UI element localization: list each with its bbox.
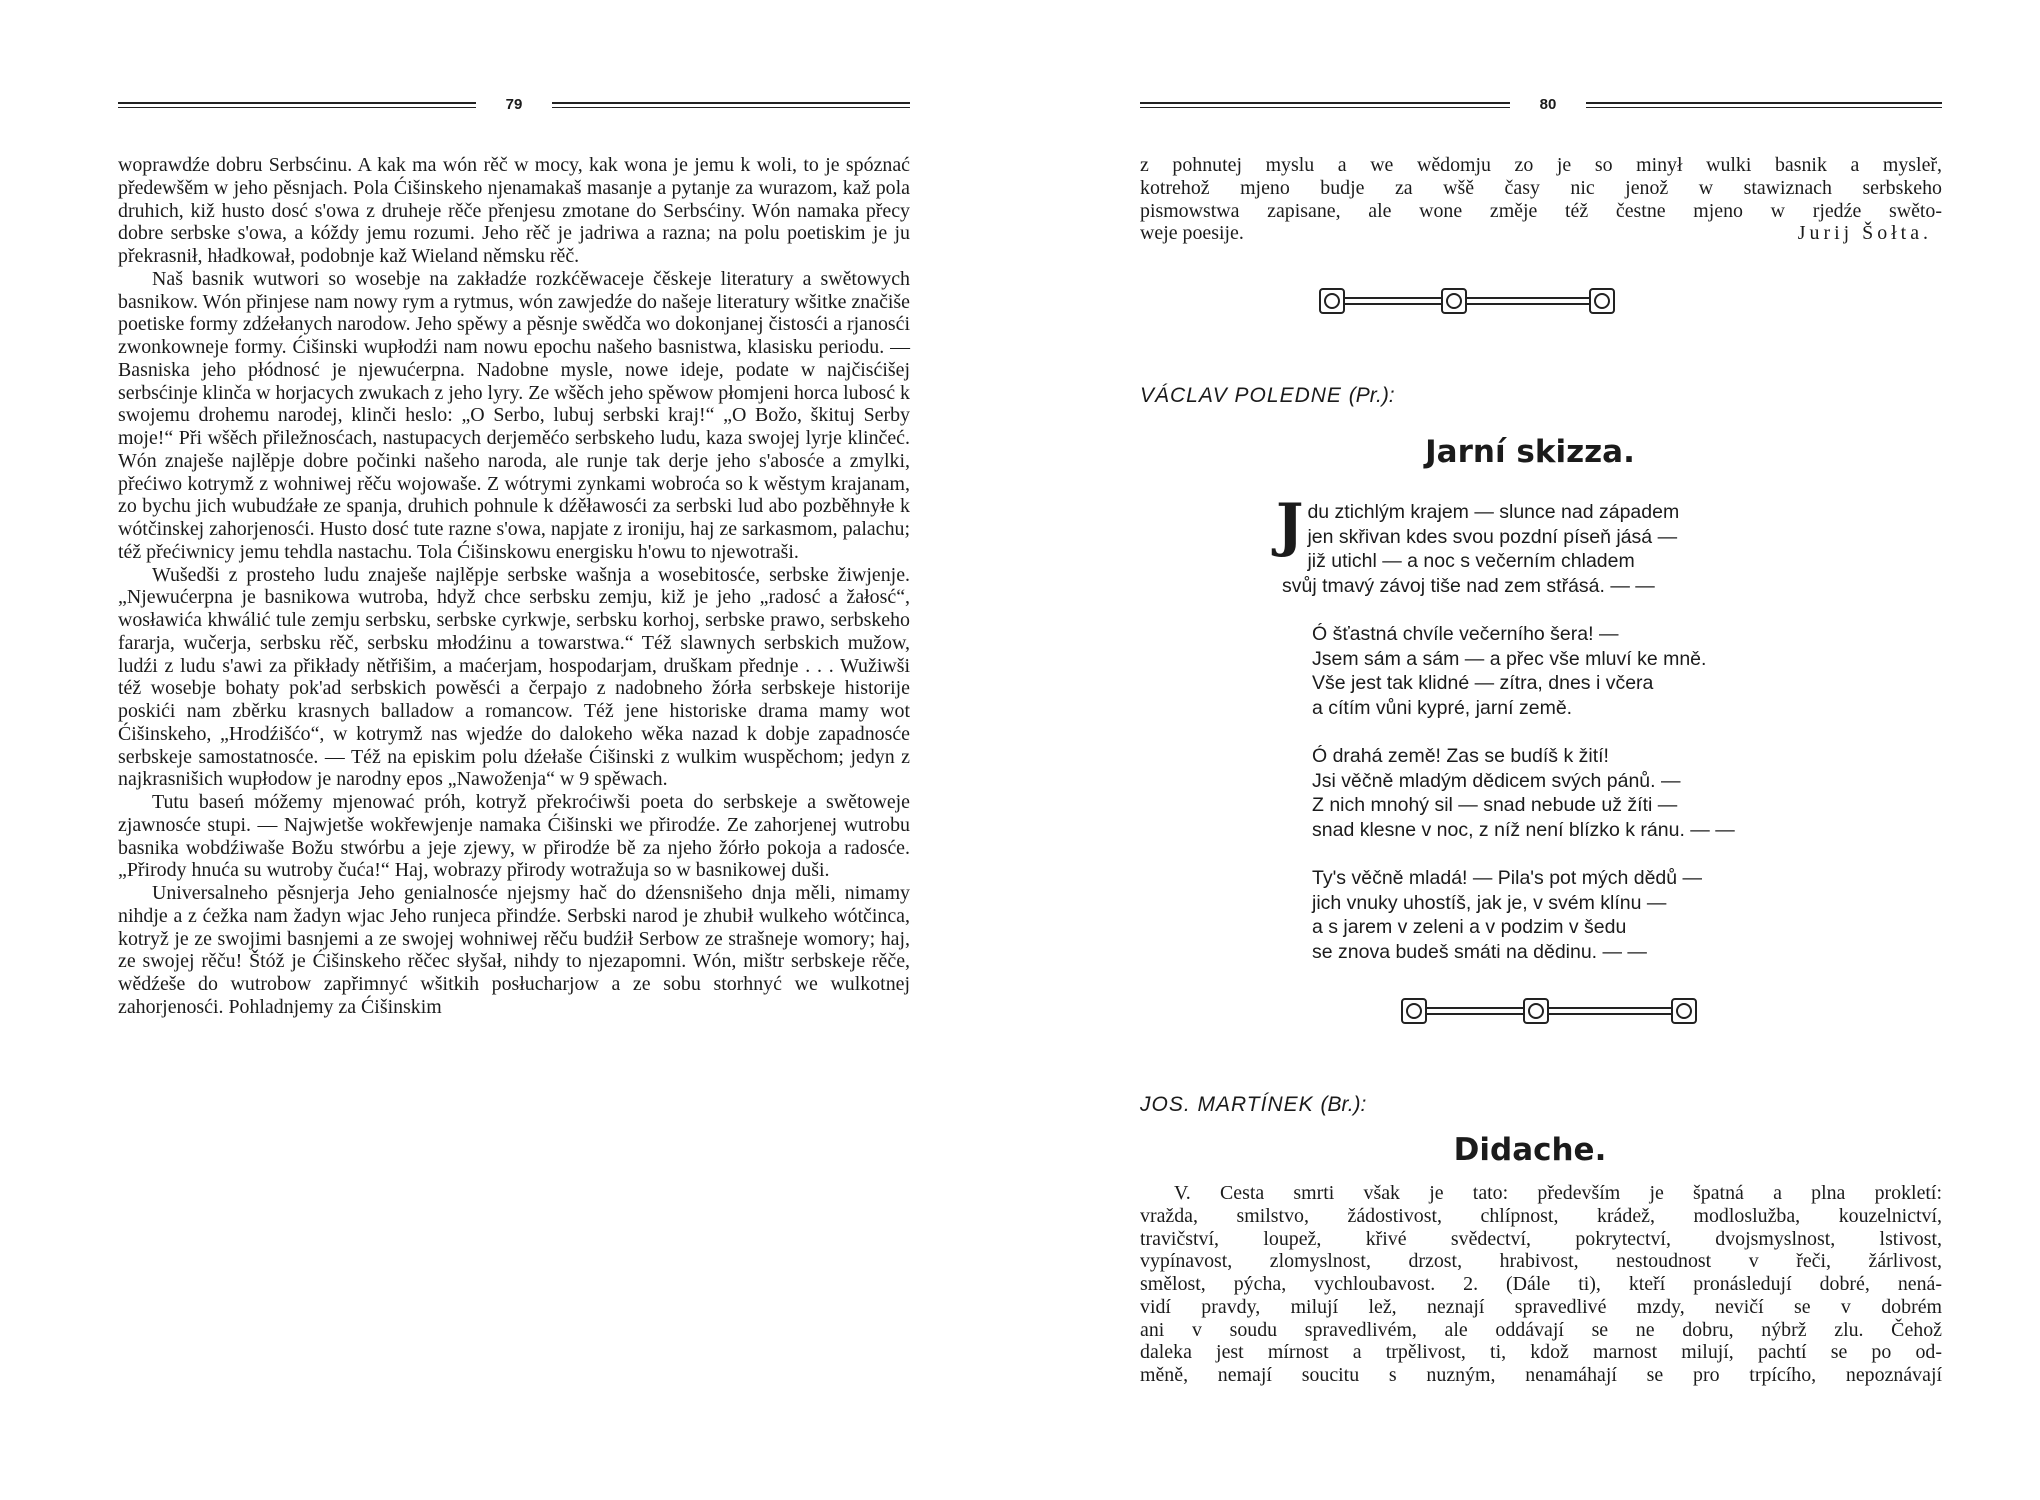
verse-line: du ztichlým krajem — slunce nad západem	[1307, 501, 1680, 523]
verse-line: Z nich mnohý sil — snad nebude už žíti —	[1312, 794, 1678, 816]
text-line: kotrehož mjeno budje za wšě časy nic jenož w stawiznach serbskeho	[1140, 176, 1942, 199]
text-line: měně, nemají soucitu s nuzným, nenamáhají se pro trpícího, nepoznávají	[1140, 1364, 1942, 1386]
page-number: 80	[1539, 96, 1557, 113]
text-line: travičství, loupež, křivé svědectví, pokrytectví, dvojsmyslnost, lstivost,	[1140, 1227, 1942, 1250]
right-page	[1020, 0, 2040, 1500]
verse-line: Jsi věčně mladým dědicem svých pánů. —	[1312, 769, 1681, 792]
prose-author	[1140, 1093, 1366, 1117]
verse-line: Jsem sám a sám — a přec vše mluví ke mně.	[1312, 647, 1707, 670]
paragraph: Naš basnik wutwori so wosebje na zakładźe rozkćěwaceje čěskeje literatury a swětowych basnikow. Wón přinjese nam nowy rym a rytmus, wón zawjedźe do našeje literatury wšitke značiše poetiske formy zdźełanych narodow. Jeho spěwy a pěsnje swědča wo dokonjanej čistosći a rjanosći zwonkowneje formy. Ćišinski wupłodźi nam nowu epochu našeho basnistwa, klasisku periodu. — Basniska jeho płódnosć je njewućerpna. Nadobne mysle, nowe ideje, podate w najčisćišej serbsćinje klinča w horjacych zwukach z jeho lyry. Ze wšěch jeho spěwow płomjeni horca lubosć k swojemu drohemu narodej, klinči heslo: „O Serbo, lubuj serbski kraj!“ „O Božo, škituj Serby moje!“ Při wšěch přiležnosćach, nastupacych derjeměćo serbskeho ludu, kaza swojej lyrje klinčeć. Wón znaješe najlěpje dobre počinki našeho naroda, ale runje tak derje jeho s'abosće a zmylki, přećiwo kotrymž z wohniwej rěču wojowaše. Z wótrymi zynkami wobroća so k wěstym krajanam, zo bychu jich wubudźałe ze spanja, druhich pohnule k dźěławosći za serbski lud abo pozběhnyłe k wótčinskej zahorjenosći. Husto dosć tute razne s'owa, napjate z ironiju, haj ze sarkasmom, palachu; též přećiwnicy jemu tehdla nastachu. Tola Ćišinskowu energisku h'owu to njewotraši.	[118, 267, 910, 563]
prose-title: Didache.	[1453, 1132, 1607, 1168]
verse-line: jich vnuky uhostíš, jak je, v svém klínu —	[1312, 891, 1667, 914]
stanza	[1312, 622, 1842, 720]
text-line: V. Cesta smrti však je tato: především je špatná a plna prokletí:	[1174, 1182, 1942, 1204]
verse-line: a cítím vůni kypré, jarní země.	[1312, 696, 1573, 719]
verse-line: snad klesne v noc, z níž není blízko k ránu. — —	[1312, 818, 1735, 841]
text-line: pismowstwa zapisane, ale wone změje též čestne mjeno w rjedźe swěto-	[1140, 199, 1942, 222]
verse-line: Ó drahá země! Zas se budíš k žití!	[1312, 745, 1609, 767]
text-line: ani v soudu spravedlivém, ale oddávají se ne dobru, nýbrž zlu. Čehož	[1140, 1318, 1942, 1341]
page-number: 79	[505, 96, 523, 113]
verse-line: Ó šťastná chvíle večerního šera! —	[1312, 623, 1619, 645]
author-name: VÁCLAV POLEDNE	[1140, 384, 1342, 407]
didache-text	[1140, 1182, 1942, 1387]
drop-cap: J	[1276, 491, 1304, 559]
text-line: smělost, pýcha, vychloubavost. 2. (Dále ti), kteří pronásledují dobré, nená-	[1140, 1273, 1942, 1295]
header-rule-right	[552, 102, 910, 108]
text-line: z pohnutej myslu a we wědomju zo je so minył wulki basnik a mysleř,	[1140, 154, 1942, 176]
text-line: vražda, smilstvo, žádostivost, chlípnost, krádež, modloslužba, kouzelnictví,	[1140, 1204, 1942, 1227]
article-ending	[1140, 154, 1942, 245]
poem-author	[1140, 384, 1395, 408]
header-rule-left	[118, 102, 476, 108]
text-line: weje poesije.	[1140, 222, 1244, 245]
paragraph: Tutu baseń móžemy mjenować próh, kotryž překroćiwši poeta do serbskeje a swětoweje zjawnosće stupi. — Najwjetše wokřewjenje namaka Ćišinski we přirodźe. Ze zahorjenej wutrobu basnika wobdźiwaše Božu stwórbu a jeje zjewy, w přirodźe bě za njeho žórło pokoja a radosće. „Přirody hnuća su wutroby čuća!“ Haj, wobrazy přirody wotražuja so w basnikowej duši.	[118, 791, 910, 882]
text-line: daleka jest mírnost a trpělivost, ti, kdož marnost milují, pachtí se po od-	[1140, 1341, 1942, 1364]
verse-line: se znova budeš smáti na dědinu. — —	[1312, 940, 1647, 963]
paragraph: woprawdźe dobru Serbsćinu. A kak ma wón rěč w mocy, kak wona je jemu k woli, to je spóznać předewšěm w jeho pěsnjach. Pola Ćišinskeho njenamakaš masanje a pytanje za wurazom, kaž pola druhich, kiž husto dosć s'owa z druheje rěče přenjesu zmotane do Serbsćiny. Wón namaka přecy dobre serbske s'owa, a kóždy jemu rozumi. Jeho rěč je jadriwa a razna; na polu poetiskim je ju překrasnił, hładkował, podobnje kaž Wieland němsku rěč.	[118, 154, 910, 267]
header-rule-right	[1586, 102, 1942, 108]
verse-line: již utichl — a noc s večerním chladem	[1307, 550, 1635, 572]
text-line: vypínavost, zlomyslnost, drzost, hrabivost, nestoudnost v řeči, žárlivost,	[1140, 1250, 1942, 1273]
author-note: (Pr.):	[1348, 384, 1395, 407]
verse-line: a s jarem v zeleni a v podzim v šedu	[1312, 916, 1627, 938]
left-page-header	[118, 96, 910, 118]
ornament-divider	[1400, 993, 1698, 1029]
author-name: JOS. MARTÍNEK	[1140, 1093, 1314, 1116]
stanza	[1276, 491, 1842, 598]
left-article-text	[118, 154, 910, 1019]
verse-line: svůj tmavý závoj tiše nad zem střásá. — —	[1282, 574, 1655, 597]
verse-line: Ty's věčně mladá! — Pila's pot mých dědů —	[1312, 867, 1703, 889]
stanza	[1312, 744, 1842, 842]
text-line: vidí pravdy, milují lež, neznají spravedlivé mzdy, nevičí se v dobrém	[1140, 1295, 1942, 1318]
poem-title: Jarní skizza.	[1425, 434, 1635, 470]
stanza	[1312, 866, 1842, 964]
signature: Jurij Šołta.	[1797, 222, 1932, 245]
right-page-header	[1140, 96, 1942, 118]
verse-line: jen skřivan kdes svou pozdní píseň jásá —	[1307, 525, 1678, 548]
author-note: (Br.):	[1320, 1093, 1367, 1116]
ornament-divider	[1318, 283, 1616, 319]
paragraph: Universalneho pěsnjerja Jeho genialnosće njejsmy hač do dźensnišeho dnja měli, nimamy nihdje a z ćežka nam žadyn wjac Jeho runjeca přindźe. Serbski narod je zhubił wulkeho wótčinca, kotryž je ze swojimi basnjemi a ze swojej wohniwej rěču budźił Serbow ze strašneje womory; haj, ze swojej rěču! Štóž je Ćišinskeho rěčec słyšał, nihdy to njezapomni. Wón, mištr serbskeje rěče, wědźeše do wutrobow zapřimnyć wšitkih posłucharjow a ze sobu storhnyć we wulkotnej zahorjenosći. Pohladnjemy za Ćišinskim	[118, 882, 910, 1018]
paragraph: Wušedši z prosteho ludu znaješe najlěpje serbske wašnja a wosebitosće, serbske žiwjenje. „Njewućerpna je basnikowa wutroba, hdyž chce serbsku zemju, kiž je jeho „radosć a žałosć“, wosławića khwálić tule zemju serbsku, serbske cyrkwje, serbsku korhoj, serbske prawo, serbskeho fararja, wučerja, serbsku rěč, serbsku młodźinu a towarstwa.“ Též slawnych serbskich mužow, ludźi z ludu s'awi za přikłady nětřišim, a maćerjam, hospodarjam, druškam přednje . . . Wužiwši též wosebje bohaty pok'ad serbskich powěsći a čerpajo z nadobneho žórła serbskeje historije poskići nam zběrku krasnych balladow a romancow. Též jene historiske drama mamy wot Ćišinskeho, „Hrodźišćo“, w kotrymž nas wjedźe do dalokeho wěka nazad k dobje zapadnosće serbskeje samostatnosće. — Též na episkim polu dźełaše Ćišinski z wulkim wuspěchom; jedyn z najkrasnišich wupłodow je narodny epos „Nawoženja“ w 9 spěwach.	[118, 563, 910, 791]
verse-line: Vše jest tak klidné — zítra, dnes i včera	[1312, 672, 1654, 694]
poem	[1276, 491, 1842, 988]
header-rule-left	[1140, 102, 1510, 108]
